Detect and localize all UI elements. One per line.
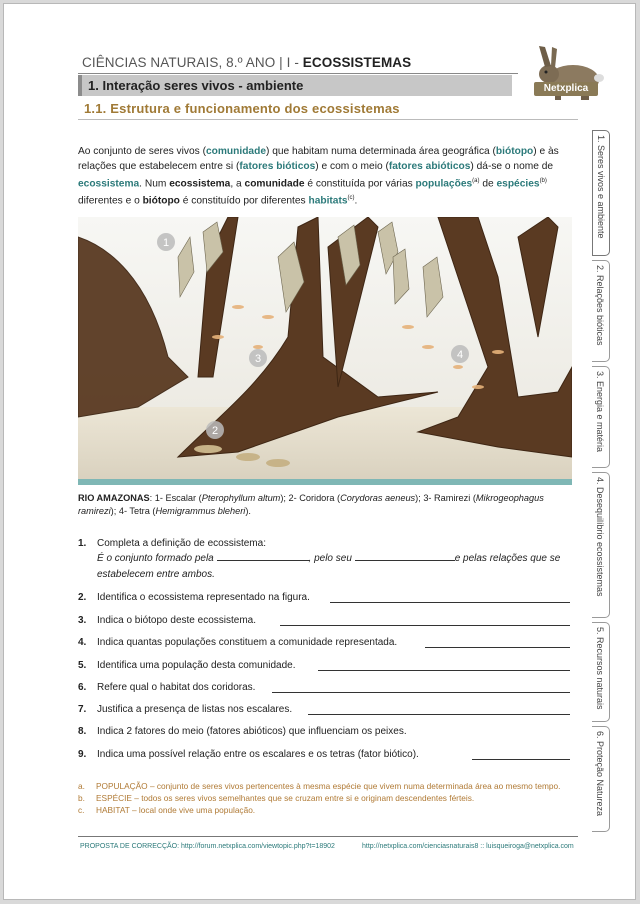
page-title: CIÊNCIAS NATURAIS, 8.º ANO | I - ECOSSISTEMAS: [82, 55, 412, 70]
glossary-item: a. POPULAÇÃO – conjunto de seres vivos pertencentes à mesma espécie que vivem numa determinada área ao mesmo tempo.: [78, 781, 561, 791]
intro-paragraph: Ao conjunto de seres vivos (comunidade) que habitam numa determinada área geográfica (biótopo) e às relações que estabelecem entre si (fatores bióticos) e com o meio (fatores abióticos) dá-se o nome de ecossistema. Num ecossistema, a comunidade é constituída por várias populações$^{(a)}$ de espécies$^{(b)}$ diferentes e o biótopo é constituído por diferentes habitats$^{(c)}$.: [78, 146, 559, 207]
answer-blank-4[interactable]: [425, 647, 570, 648]
footer-site-link[interactable]: http://netxplica.com/cienciasnaturais8 :: luisqueiroga@netxplica.com: [362, 843, 574, 850]
footer-answer-link[interactable]: PROPOSTA DE CORRECÇÃO: http://forum.netxplica.com/viewtopic.php?t=18902: [80, 843, 335, 850]
answer-blank-3[interactable]: [280, 625, 570, 626]
tab-recursos-naturais[interactable]: 5. Recursos naturais: [592, 622, 610, 722]
glossary-item: b. ESPÉCIE – todos os seres vivos semelhantes que se cruzam entre si e originam descendentes férteis.: [78, 793, 475, 803]
glossary-notes: [78, 780, 578, 816]
figure-caption: RIO AMAZONAS: 1- Escalar (Pterophyllum altum); 2- Coridora (Corydoras aeneus); 3- Ramirezi (Mikrogeophagus ramirezi); 4- Tetra (Hemigrammus bleheri).: [78, 493, 544, 516]
footer-divider: [78, 836, 578, 837]
marker-3: 3: [254, 353, 262, 365]
answer-blank-2[interactable]: [330, 602, 570, 603]
glossary-item: c. HABITAT – local onde vive uma população.: [78, 805, 256, 815]
answer-blank-7[interactable]: [308, 714, 570, 715]
answer-blank-6[interactable]: [272, 692, 570, 693]
answer-blank-5[interactable]: [318, 670, 570, 671]
answer-blank-1b[interactable]: [355, 560, 455, 561]
tab-protecao-natureza[interactable]: 6. Proteção Natureza: [592, 726, 610, 832]
marker-4: 4: [456, 349, 464, 361]
subsection-heading: 1.1. Estrutura e funcionamento dos ecossistemas: [84, 101, 400, 116]
subsection-divider: [78, 119, 578, 120]
tab-energia-materia[interactable]: 3. Energia e matéria: [592, 366, 610, 468]
tab-desequilibrio-ecossistemas[interactable]: 4. Desequilíbrio ecossistemas: [592, 472, 610, 618]
header-divider: [78, 73, 518, 74]
tab-relacoes-bioticas[interactable]: 2. Relações bióticas: [592, 260, 610, 362]
tab-seres-vivos-ambiente[interactable]: 1. Seres vivos e ambiente: [592, 130, 610, 256]
answer-blank-9[interactable]: [472, 759, 570, 760]
logo-label: Netxplica: [534, 82, 598, 96]
aquarium-photo: [78, 217, 572, 485]
question-1-sentence: É o conjunto formado pela , pelo seu e pelas relações que se estabelecem entre ambos.: [97, 553, 561, 580]
marker-1: 1: [162, 237, 170, 249]
marker-2: 2: [211, 425, 219, 437]
answer-blank-1a[interactable]: [217, 560, 309, 561]
section-heading: 1. Interação seres vivos - ambiente: [78, 75, 512, 96]
